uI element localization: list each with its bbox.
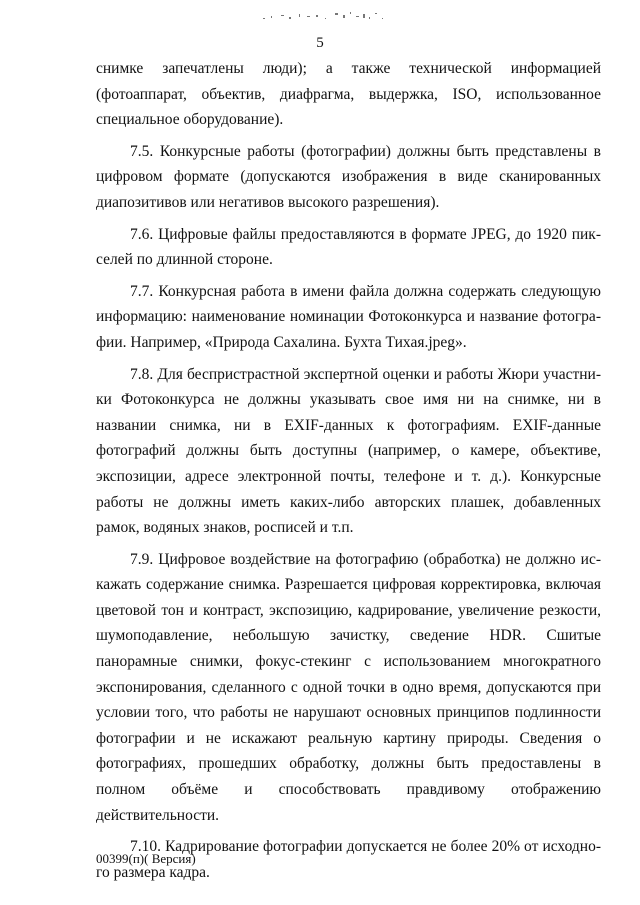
document-body [96, 56, 601, 891]
page-number: 5 [316, 35, 324, 51]
paragraph-7-10: 7.10. Кадрирование фотографии допускается не более 20% от исходного размера кадра. [96, 838, 601, 881]
paragraph-7-7: 7.7. Конкурсная работа в имени файла должна содержать следующую информацию: наименование номинации Фотоконкурса и название фотографии. Например, «Природа Сахалина. Бухта Тихая.jpeg». [96, 282, 601, 351]
paragraph-continuation: снимке запечатлены люди); а также технической информацией (фотоаппарат, объектив, диафрагма, выдержка, ISO, использованное специальное оборудование). [96, 60, 601, 129]
paragraph-7-9: 7.9. Цифровое воздействие на фотографию (обработка) не должно искажать содержание снимка. Разрешается цифровая корректировка, включая цветовой тон и контраст, экспозицию, кадрирование, увеличение резкости, шумоподавление, небольшую зачистку, сведение HDR. Сшитые панорамные снимки, фокус-стекинг с использованием многократного экспонирования, сделанного с одной точки в одно время, допускаются при условии того, что работы не нарушают основных принципов подлинности фотографии и не искажают реальную картину природы. Сведения о фотографиях, прошедших обработку, должны быть предоставлены в полном объёме и способствовать правдивому отображению действительности. [96, 550, 601, 824]
paragraph-7-6: 7.6. Цифровые файлы предоставляются в формате JPEG, до 1920 пикселей по длинной стороне. [96, 225, 601, 269]
scan-artifact [255, 6, 395, 30]
document-footer-code: 00399(п)( Версия) [96, 851, 196, 866]
paragraph-7-8: 7.8. Для беспристрастной экспертной оценки и работы Жюри участники Фотоконкурса не должны указывать свое имя ни на снимке, ни в названии снимка, ни в EXIF-данных к фотографиям. EXIF-данные фотографий должны быть доступны (например, о камере, объективе, экспозиции, адресе электронной почты, телефоне и т. д.). Конкурсные работы не должны иметь каких-либо авторских плашек, добавленных рамок, водяных знаков, росписей и т.п. [96, 365, 601, 537]
paragraph-7-5: 7.5. Конкурсные работы (фотографии) должны быть представлены в цифровом формате (допускаются изображения в виде сканированных диапозитивов или негативов высокого разрешения). [96, 142, 601, 211]
